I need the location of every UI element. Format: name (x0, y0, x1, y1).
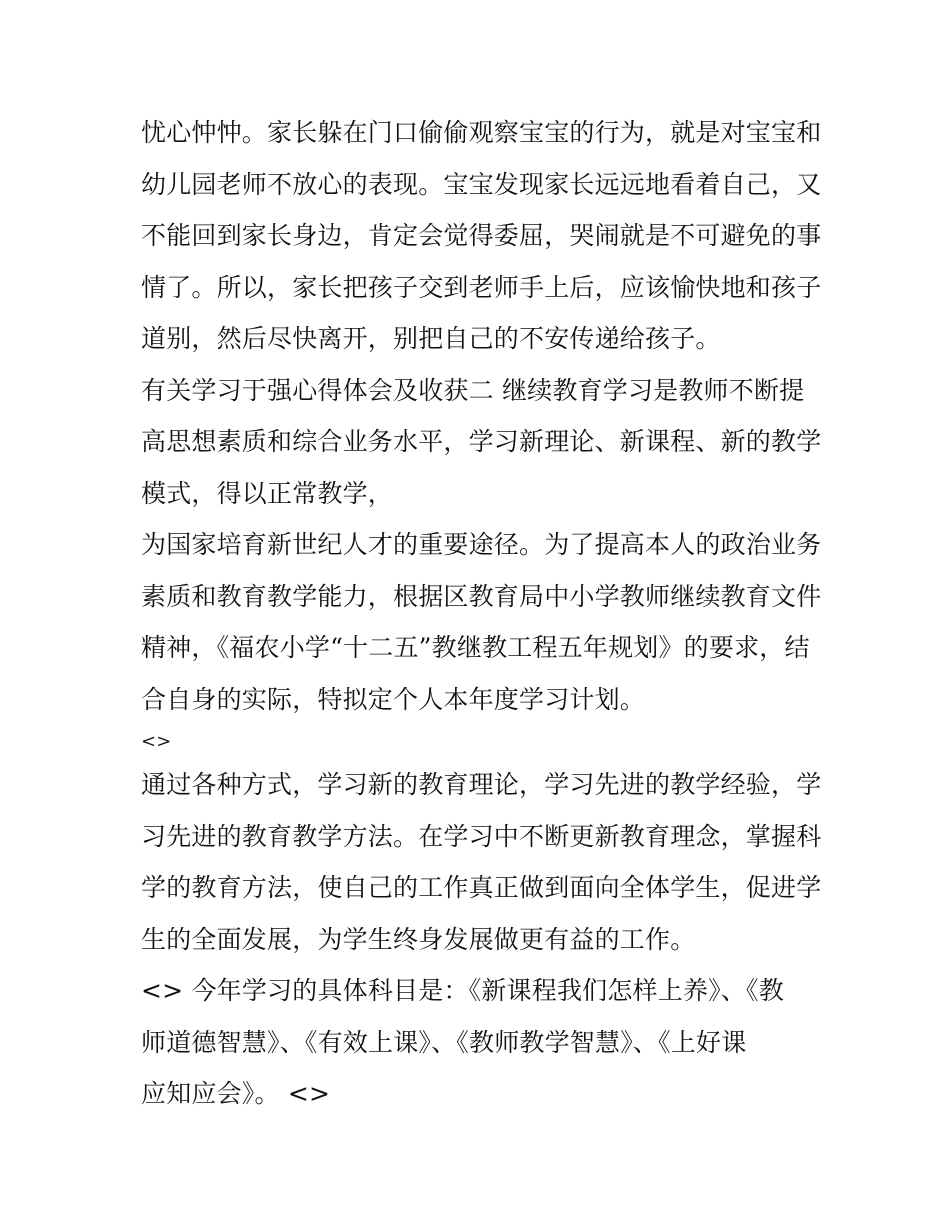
text-line: 通过各种方式，学习新的教育理论，学习先进的教学经验，学 (141, 770, 822, 799)
text-line: 情了。所以，家长把孩子交到老师手上后，应该愉快地和孩子 (141, 272, 822, 302)
text-line-marker: <> (141, 731, 172, 752)
text-line: 道别，然后尽快离开，别把自己的不安传递给孩子。 (141, 324, 721, 353)
text-line: 素质和教育教学能力，根据区教育局中小学教师继续教育文件 (141, 581, 822, 611)
text-line: 高思想素质和综合业务水平，学习新理论、新课程、新的教学 (141, 427, 822, 456)
text-line: 应知应会》。 <> (141, 1079, 331, 1108)
text-line: <> 今年学习的具体科目是：《新课程我们怎样上养》、《教 (141, 976, 784, 1005)
text-line: 有关学习于强心得体会及收获二 继续教育学习是教师不断提 (141, 375, 805, 405)
text-line: 生的全面发展，为学生终身发展做更有益的工作。 (141, 924, 696, 954)
text-line: 精神，《福农小学“十二五”教继教工程五年规划》的要求，结 (141, 633, 810, 662)
text-line: 忧心忡忡。家长躲在门口偷偷观察宝宝的行为，就是对宝宝和 (141, 118, 822, 147)
text-line: 师道德智慧》、《有效上课》、《教师教学智慧》、《上好课 (141, 1027, 747, 1057)
text-line: 幼儿园老师不放心的表现。宝宝发现家长远远地看着自己，又 (141, 169, 822, 199)
document-body (141, 107, 822, 1120)
text-line: 习先进的教育教学方法。在学习中不断更新教育理念，掌握科 (141, 821, 822, 851)
text-line: 不能回到家长身边，肯定会觉得委屈，哭闹就是不可避免的事 (141, 221, 822, 250)
text-line: 合自身的实际，特拟定个人本年度学习计划。 (141, 684, 646, 714)
text-line: 学的教育方法，使自己的工作真正做到面向全体学生，促进学 (141, 873, 822, 902)
text-line: 模式，得以正常教学， (141, 478, 394, 508)
text-line: 为国家培育新世纪人才的重要途径。为了提高本人的政治业务 (141, 530, 822, 559)
